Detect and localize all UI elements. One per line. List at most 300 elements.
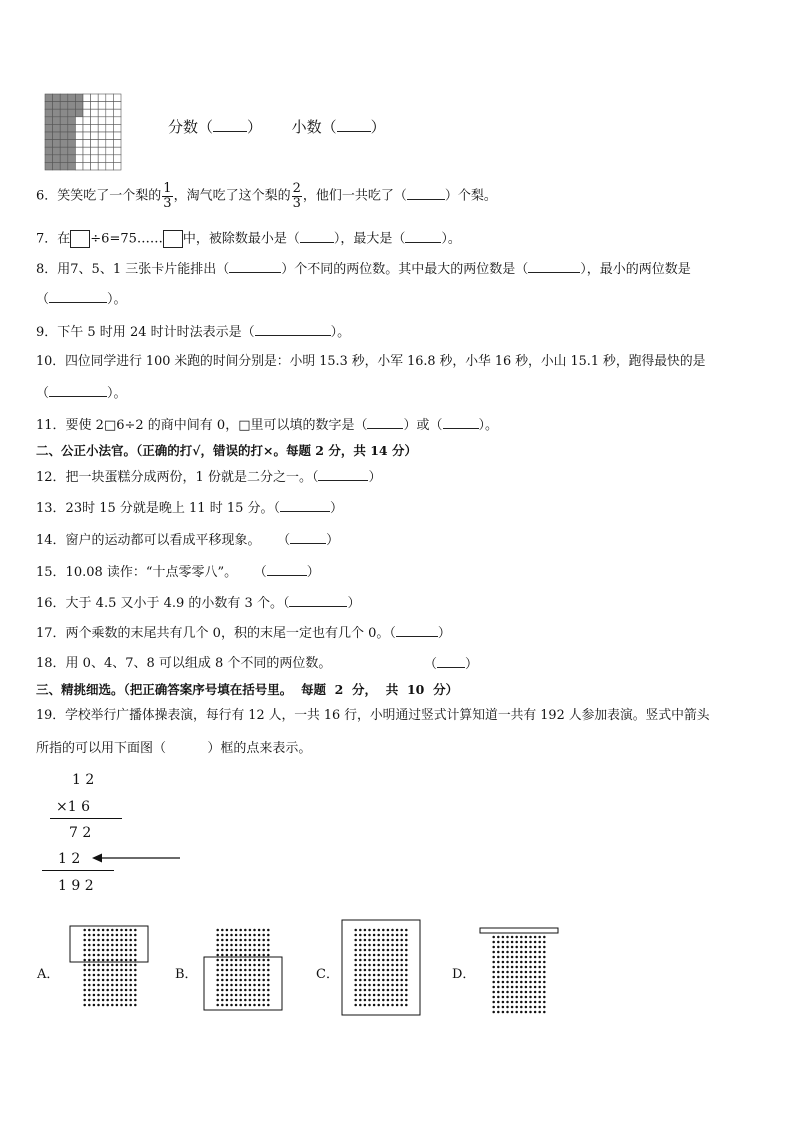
dot xyxy=(405,949,408,952)
dot xyxy=(134,929,137,932)
dot xyxy=(529,946,532,949)
dot xyxy=(520,981,523,984)
dot xyxy=(258,929,261,932)
dot xyxy=(111,939,114,942)
dot xyxy=(400,994,403,997)
dot xyxy=(102,949,105,952)
dot xyxy=(249,964,252,967)
dot xyxy=(93,954,96,957)
option-c-dots[interactable] xyxy=(340,918,422,1022)
dot xyxy=(515,936,518,939)
dot xyxy=(226,1004,229,1007)
dot xyxy=(543,1006,546,1009)
dot xyxy=(520,971,523,974)
dot xyxy=(506,981,509,984)
dot xyxy=(382,939,385,942)
dot xyxy=(534,996,537,999)
count-blank[interactable] xyxy=(229,262,281,273)
grid-cell-shaded xyxy=(45,132,53,140)
grid-cell xyxy=(83,162,91,170)
dot xyxy=(396,964,399,967)
dot xyxy=(262,934,265,937)
dot xyxy=(538,1006,541,1009)
dot xyxy=(373,974,376,977)
dot xyxy=(88,969,91,972)
grid-cell-shaded xyxy=(68,147,76,155)
dot xyxy=(120,974,123,977)
blank-2[interactable] xyxy=(443,418,479,429)
grid-cell xyxy=(113,109,121,117)
dot xyxy=(216,999,219,1002)
dot xyxy=(364,939,367,942)
dot xyxy=(111,969,114,972)
dot xyxy=(529,951,532,954)
grid-cell xyxy=(91,140,99,148)
dot xyxy=(515,986,518,989)
dot xyxy=(226,974,229,977)
judge-blank[interactable] xyxy=(290,533,326,544)
answer-blank[interactable] xyxy=(49,386,107,397)
max-blank[interactable] xyxy=(405,232,441,243)
dot xyxy=(534,976,537,979)
grid-cell-shaded xyxy=(45,94,53,102)
dot xyxy=(134,959,137,962)
option-b-dots[interactable] xyxy=(200,920,286,1020)
dot xyxy=(400,949,403,952)
dot xyxy=(515,981,518,984)
dot xyxy=(102,969,105,972)
dot xyxy=(373,934,376,937)
dot xyxy=(515,956,518,959)
grid-cell-shaded xyxy=(60,117,68,125)
dot xyxy=(396,979,399,982)
dot xyxy=(359,954,362,957)
dot xyxy=(235,984,238,987)
dot xyxy=(382,984,385,987)
dot xyxy=(368,999,371,1002)
dot xyxy=(226,984,229,987)
dot xyxy=(83,979,86,982)
option-d-label[interactable]: D． xyxy=(452,967,476,982)
dot xyxy=(525,1006,528,1009)
dot xyxy=(253,1004,256,1007)
dot xyxy=(230,989,233,992)
dot xyxy=(368,984,371,987)
dot xyxy=(387,979,390,982)
dot xyxy=(106,1004,109,1007)
dot xyxy=(116,989,119,992)
grid-cell xyxy=(98,155,106,163)
dot xyxy=(373,1004,376,1007)
dot xyxy=(405,939,408,942)
dot xyxy=(538,971,541,974)
dot xyxy=(391,984,394,987)
dot xyxy=(106,974,109,977)
dot xyxy=(368,989,371,992)
fraction-one-third: $\frac{1}{3}$ xyxy=(163,181,172,211)
dot xyxy=(230,944,233,947)
dot xyxy=(382,994,385,997)
dot xyxy=(405,934,408,937)
grid-cell-shaded xyxy=(45,102,53,110)
dot xyxy=(111,994,114,997)
question-10-cont: （ ）。 xyxy=(36,386,127,401)
dot xyxy=(226,964,229,967)
judge-blank[interactable] xyxy=(267,565,307,576)
dot xyxy=(506,1001,509,1004)
dot xyxy=(529,981,532,984)
dot xyxy=(134,964,137,967)
dot xyxy=(368,964,371,967)
dot xyxy=(396,929,399,932)
dot xyxy=(400,999,403,1002)
dot xyxy=(129,1004,132,1007)
dot xyxy=(88,944,91,947)
dot xyxy=(382,964,385,967)
dot xyxy=(244,999,247,1002)
dot xyxy=(538,991,541,994)
dot xyxy=(515,1011,518,1014)
grid-cell xyxy=(83,132,91,140)
section-3-heading: 三、精挑细选。（把正确答案序号填在括号里。 每题 2 分， 共 10 分） xyxy=(36,682,459,697)
dot xyxy=(538,1011,541,1014)
dot xyxy=(359,969,362,972)
dot xyxy=(368,959,371,962)
dot xyxy=(502,996,505,999)
grid-cell xyxy=(113,124,121,132)
dot xyxy=(520,996,523,999)
dot xyxy=(354,939,357,942)
dot xyxy=(543,936,546,939)
fraction-label: 分数 xyxy=(168,118,199,136)
dot xyxy=(83,974,86,977)
judge-blank[interactable] xyxy=(437,657,465,668)
grid-cell-shaded xyxy=(53,117,61,125)
dot xyxy=(262,954,265,957)
dot xyxy=(382,979,385,982)
dot xyxy=(377,989,380,992)
grid-cell xyxy=(106,162,114,170)
dot xyxy=(235,994,238,997)
dot xyxy=(520,991,523,994)
dot xyxy=(534,936,537,939)
judge-blank[interactable] xyxy=(280,501,330,512)
dot xyxy=(106,994,109,997)
dot xyxy=(400,1004,403,1007)
dot xyxy=(506,1006,509,1009)
dot xyxy=(97,964,100,967)
dot xyxy=(258,954,261,957)
dot xyxy=(543,1001,546,1004)
option-d-dots[interactable] xyxy=(478,925,560,1017)
dot xyxy=(506,946,509,949)
dot xyxy=(111,954,114,957)
min-blank[interactable] xyxy=(300,232,334,243)
dot xyxy=(396,974,399,977)
dot xyxy=(492,961,495,964)
dividend-box[interactable] xyxy=(70,230,90,248)
dot xyxy=(230,979,233,982)
dot xyxy=(106,969,109,972)
dot xyxy=(502,981,505,984)
grid-cell-shaded xyxy=(45,124,53,132)
dot xyxy=(253,954,256,957)
dot xyxy=(391,939,394,942)
dot xyxy=(405,929,408,932)
dot xyxy=(226,979,229,982)
dot xyxy=(502,1006,505,1009)
dot xyxy=(111,989,114,992)
dot xyxy=(396,984,399,987)
question-18: 18．用 0、4、7、8 可以组成 8 个不同的两位数。 xyxy=(36,656,332,671)
dot xyxy=(235,964,238,967)
dot xyxy=(262,994,265,997)
dot xyxy=(529,936,532,939)
dot xyxy=(249,1004,252,1007)
grid-cell-shaded xyxy=(68,162,76,170)
blank-1[interactable] xyxy=(367,418,403,429)
dot xyxy=(396,989,399,992)
dot xyxy=(221,929,224,932)
dot xyxy=(354,969,357,972)
dot xyxy=(359,974,362,977)
dot xyxy=(377,954,380,957)
dot xyxy=(396,1004,399,1007)
dot xyxy=(511,956,513,959)
dot xyxy=(88,929,91,932)
dot xyxy=(377,944,380,947)
dot xyxy=(387,939,390,942)
dot xyxy=(235,1004,238,1007)
grid-cell xyxy=(83,124,91,132)
dot xyxy=(492,951,495,954)
dot xyxy=(221,974,224,977)
decimal-blank[interactable] xyxy=(337,121,371,132)
dot xyxy=(125,939,128,942)
option-b-label[interactable]: B． xyxy=(175,967,198,982)
judge-blank[interactable] xyxy=(318,470,368,481)
dot xyxy=(373,949,376,952)
dot xyxy=(373,994,376,997)
question-16: 16．大于 4.5 又小于 4.9 的小数有 3 个。（ ） xyxy=(36,596,361,611)
dot xyxy=(391,969,394,972)
dot xyxy=(134,949,137,952)
dot xyxy=(400,939,403,942)
grid-cell xyxy=(106,102,114,110)
dot xyxy=(396,969,399,972)
dot xyxy=(230,1004,233,1007)
dot xyxy=(216,934,219,937)
grid-cell xyxy=(98,147,106,155)
dot xyxy=(525,936,528,939)
dot xyxy=(400,989,403,992)
dot xyxy=(387,969,390,972)
dot xyxy=(216,989,219,992)
grid-cell xyxy=(83,155,91,163)
dot xyxy=(391,1004,394,1007)
grid-cell xyxy=(83,109,91,117)
dot xyxy=(97,934,100,937)
dot xyxy=(492,956,495,959)
dot xyxy=(405,994,408,997)
grid-cell xyxy=(98,102,106,110)
dot xyxy=(364,969,367,972)
dot xyxy=(106,954,109,957)
dot xyxy=(506,976,509,979)
dot xyxy=(525,981,528,984)
remainder-box[interactable] xyxy=(163,230,183,248)
dot xyxy=(97,979,100,982)
dot xyxy=(538,951,541,954)
dot xyxy=(97,939,100,942)
grid-cell-shaded xyxy=(45,162,53,170)
dot xyxy=(359,944,362,947)
dot xyxy=(253,974,256,977)
dot xyxy=(387,944,390,947)
dot xyxy=(405,959,408,962)
dot xyxy=(93,974,96,977)
dot xyxy=(125,989,128,992)
dot xyxy=(359,994,362,997)
dot xyxy=(520,961,523,964)
dot xyxy=(239,989,242,992)
dot xyxy=(502,956,505,959)
dot xyxy=(83,964,86,967)
dot xyxy=(506,1011,509,1014)
dot xyxy=(134,939,137,942)
dot xyxy=(125,954,128,957)
dot xyxy=(497,1011,500,1014)
dot xyxy=(520,966,523,969)
dot xyxy=(492,1006,495,1009)
answer-blank[interactable] xyxy=(255,325,331,336)
judge-blank[interactable] xyxy=(396,626,438,637)
dot xyxy=(221,939,224,942)
dot xyxy=(506,991,509,994)
dot xyxy=(368,949,371,952)
dot xyxy=(405,999,408,1002)
dot xyxy=(235,929,238,932)
dot xyxy=(249,969,252,972)
dot xyxy=(226,944,229,947)
dot xyxy=(111,984,114,987)
dot xyxy=(88,1004,91,1007)
fraction-blank[interactable] xyxy=(213,121,247,132)
dot xyxy=(93,934,96,937)
dot xyxy=(391,944,394,947)
dot xyxy=(239,929,242,932)
dot xyxy=(538,961,541,964)
dot xyxy=(253,994,256,997)
dot xyxy=(382,974,385,977)
dot xyxy=(97,949,100,952)
dot xyxy=(520,936,523,939)
dot xyxy=(111,959,114,962)
dot xyxy=(116,999,119,1002)
grid-cell xyxy=(113,102,121,110)
dot xyxy=(377,939,380,942)
dot xyxy=(230,934,233,937)
dot xyxy=(506,956,509,959)
dot xyxy=(239,984,242,987)
dot xyxy=(111,979,114,982)
grid-cell-shaded xyxy=(53,162,61,170)
dot xyxy=(120,989,123,992)
dot xyxy=(258,1004,261,1007)
dot xyxy=(258,979,261,982)
dot xyxy=(221,969,224,972)
dot xyxy=(382,959,385,962)
answer-blank[interactable] xyxy=(407,189,445,200)
grid-cell xyxy=(106,117,114,125)
dot xyxy=(244,989,247,992)
grid-cell xyxy=(113,94,121,102)
dot xyxy=(364,1004,367,1007)
dot xyxy=(221,984,224,987)
dot xyxy=(116,969,119,972)
option-a-dots[interactable] xyxy=(68,920,152,1020)
judge-blank[interactable] xyxy=(289,596,347,607)
grid-cell xyxy=(91,147,99,155)
dot xyxy=(258,939,261,942)
dot xyxy=(497,951,500,954)
dot xyxy=(387,989,390,992)
dot xyxy=(497,1001,500,1004)
dot xyxy=(267,984,270,987)
dot xyxy=(368,974,371,977)
dot xyxy=(83,929,86,932)
grid-cell-shaded xyxy=(53,147,61,155)
dot xyxy=(221,1004,224,1007)
dot xyxy=(506,971,509,974)
dot xyxy=(529,1001,532,1004)
grid-cell-shaded xyxy=(53,109,61,117)
option-c-label[interactable]: C． xyxy=(316,967,339,982)
smallest-blank[interactable] xyxy=(49,292,107,303)
dot xyxy=(543,971,546,974)
dot xyxy=(534,991,537,994)
dot xyxy=(543,1011,546,1014)
dot xyxy=(364,984,367,987)
dot xyxy=(116,934,119,937)
dot xyxy=(88,964,91,967)
grid-cell-shaded xyxy=(45,140,53,148)
dot xyxy=(359,984,362,987)
dot xyxy=(529,1011,532,1014)
dot xyxy=(262,964,265,967)
dot xyxy=(377,984,380,987)
dot xyxy=(235,969,238,972)
dot xyxy=(106,989,109,992)
option-a-label[interactable]: A． xyxy=(37,967,60,982)
dot xyxy=(102,934,105,937)
dot xyxy=(83,999,86,1002)
grid-cell xyxy=(83,94,91,102)
dot xyxy=(253,944,256,947)
dot xyxy=(83,989,86,992)
largest-blank[interactable] xyxy=(528,262,580,273)
dot xyxy=(253,989,256,992)
dot xyxy=(125,949,128,952)
grid-cell xyxy=(75,147,83,155)
dot xyxy=(506,966,509,969)
dot xyxy=(125,959,128,962)
dot xyxy=(267,999,270,1002)
dot xyxy=(511,981,513,984)
dot xyxy=(216,974,219,977)
dot xyxy=(262,974,265,977)
dot xyxy=(102,994,105,997)
